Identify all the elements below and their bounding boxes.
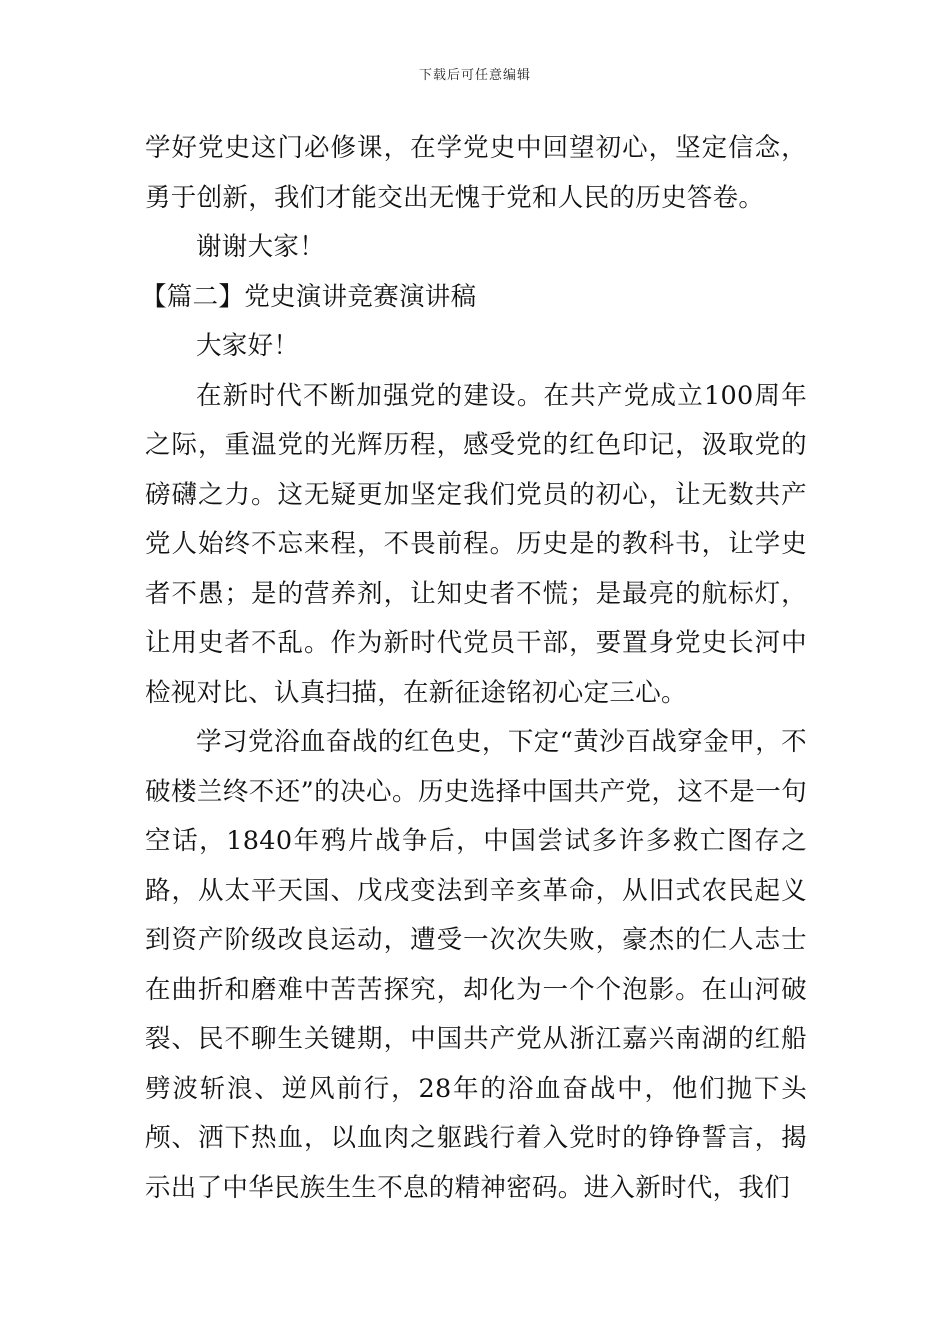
thanks-line: 谢谢大家！ [196, 232, 326, 262]
body-paragraph-1: 在新时代不断加强党的建设。在共产党成立100周年之际，重温党的光辉历程，感受党的红色印记，汲取党的磅礴之力。这无疑更加坚定我们党员的初心，让无数共产党人始终不忘来程，不畏前程。历史是的教科书，让学史者不愚；是的营养剂，让知史者不慌；是最亮的航标灯，让用史者不乱。作为新时代党员干部，要置身党史长河中检视对比、认真扫描，在新征途铭初心定三心。 [145, 380, 807, 708]
body-paragraph-2: 学习党浴血奋战的红色史，下定“黄沙百战穿金甲，不破楼兰终不还”的决心。历史选择中国共产党，这不是一句空话，1840年鸦片战争后，中国尝试多许多救亡图存之路，从太平天国、戊戌变法到辛亥革命，从旧式农民起义到资产阶级改良运动，遭受一次次失败，豪杰的仁人志士在曲折和磨难中苦苦探究，却化为一个个泡影。在山河破裂、民不聊生关键期，中国共产党从浙江嘉兴南湖的红船劈波斩浪、逆风前行，28年的浴血奋战中，他们抛下头颅、洒下热血，以血肉之躯践行着入党时的铮铮誓言，揭示出了中华民族生生不息的精神密码。进入新时代，我们 [145, 727, 807, 1203]
section-title: 【篇二】党史演讲竞赛演讲稿 [141, 281, 477, 312]
greeting-line: 大家好！ [196, 331, 300, 361]
document-body [141, 124, 807, 1213]
page-header-note: 下载后可任意编辑 [418, 68, 531, 83]
continued-paragraph: 学好党史这门必修课，在学党史中回望初心，坚定信念，勇于创新，我们才能交出无愧于党和人民的历史答卷。 [145, 133, 807, 213]
